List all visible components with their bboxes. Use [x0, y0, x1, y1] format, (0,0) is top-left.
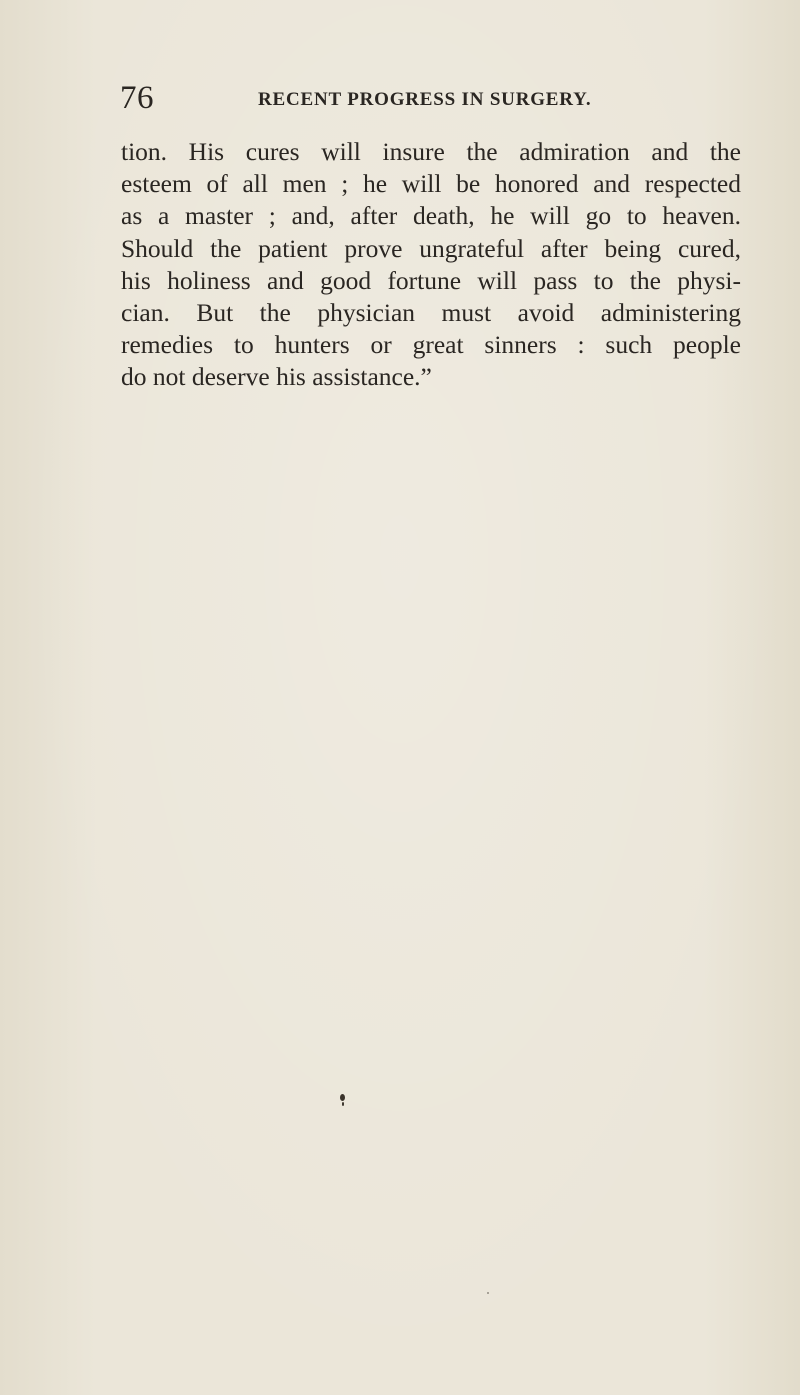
text-line: his holiness and good fortune will pass to the physi- — [121, 265, 741, 295]
text-line: as a master ; and, after death, he will go to heaven. — [121, 201, 741, 231]
paper-speck — [487, 1292, 489, 1294]
running-head-title: RECENT PROGRESS IN SURGERY. — [258, 89, 592, 110]
paper-speck — [342, 1102, 344, 1106]
paper-speck — [340, 1094, 345, 1101]
body-paragraph — [121, 136, 741, 394]
running-head — [120, 80, 680, 116]
page-number: 76 — [120, 80, 154, 116]
text-line: cian. But the physician must avoid administering — [121, 298, 741, 328]
text-line: tion. His cures will insure the admiration and the — [121, 137, 741, 166]
text-line: Should the patient prove ungrateful after being cured, — [121, 233, 741, 263]
text-line: remedies to hunters or great sinners : such people — [121, 330, 741, 360]
text-line: do not deserve his assistance.” — [121, 362, 432, 392]
text-line: esteem of all men ; he will be honored and respected — [121, 169, 741, 199]
